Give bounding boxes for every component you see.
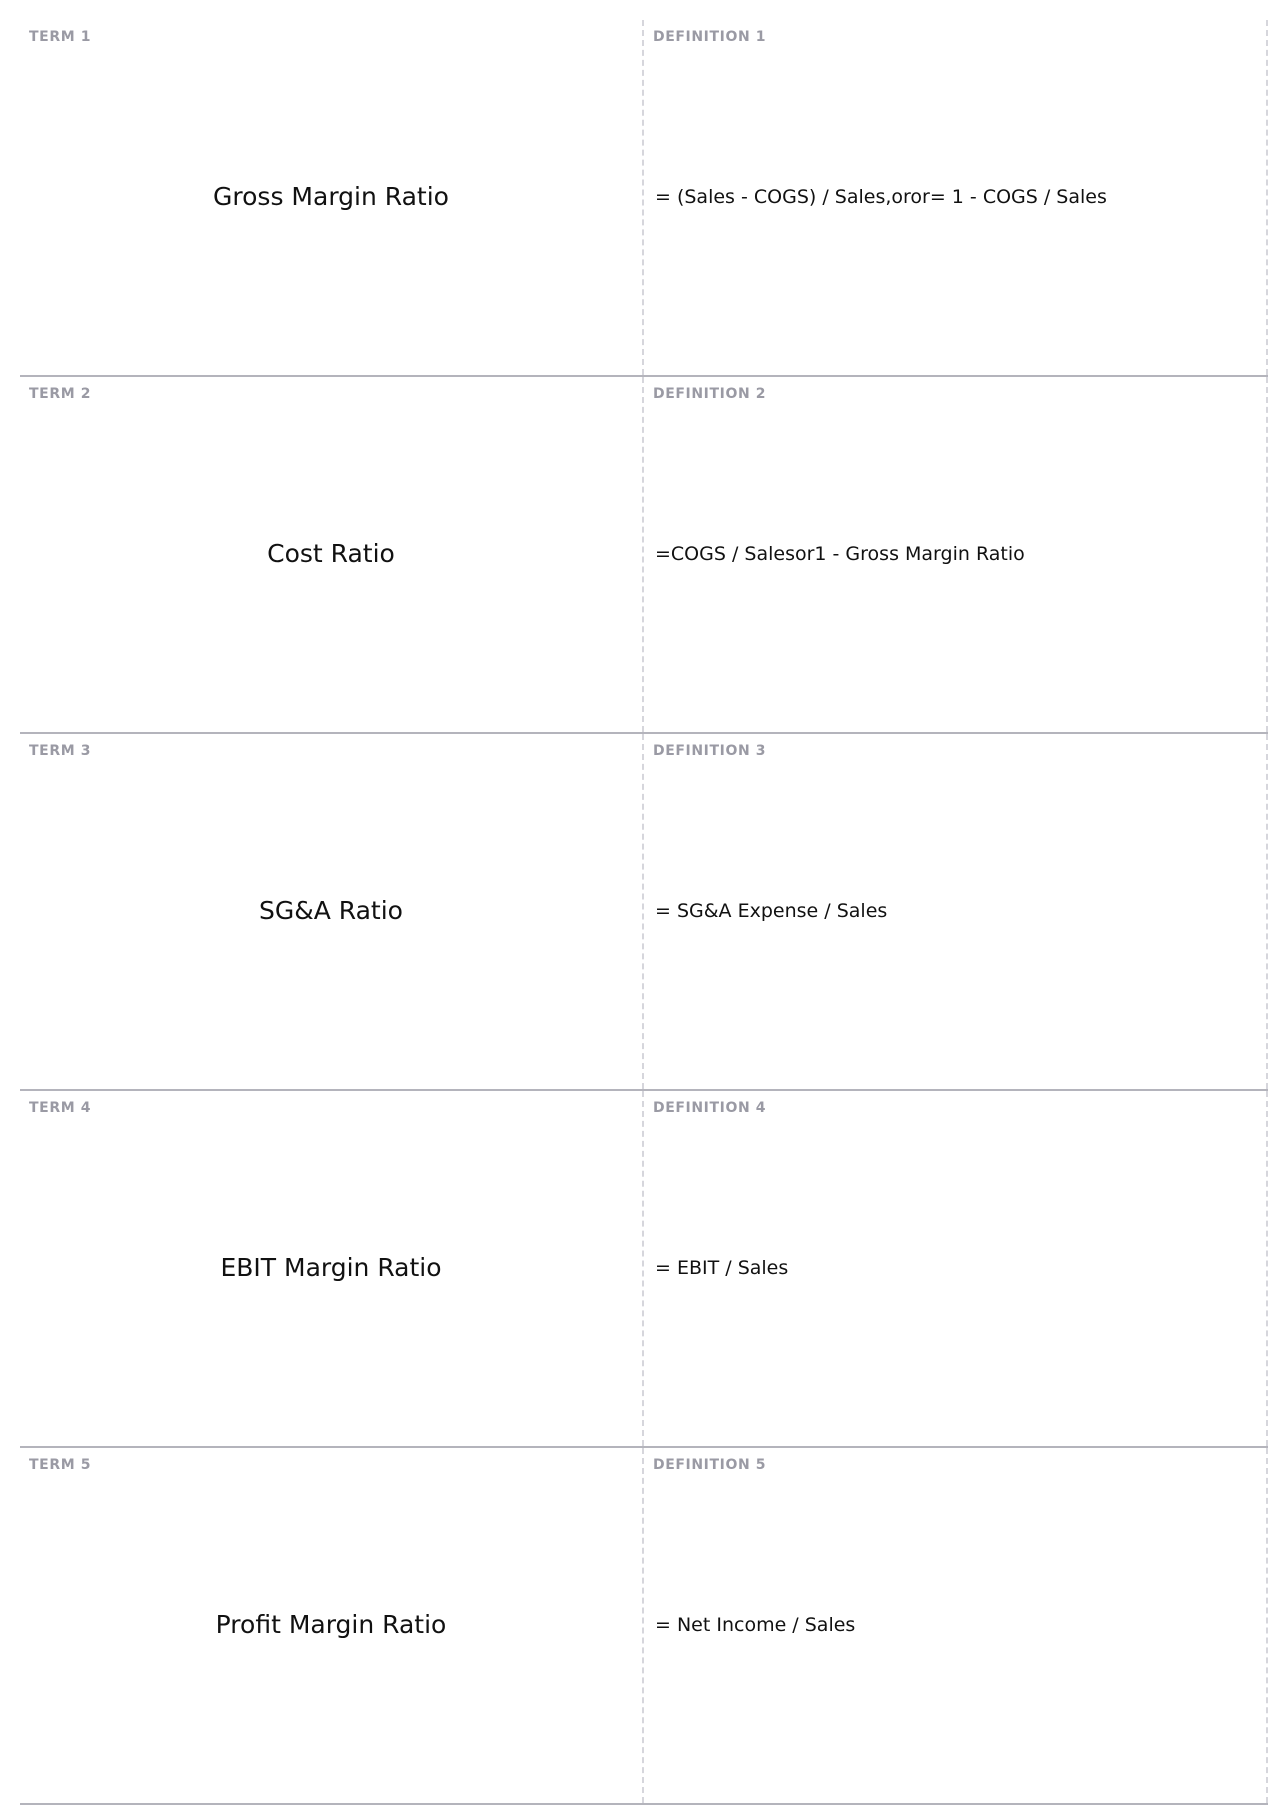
definition-text: = SG&A Expense / Sales (655, 899, 888, 922)
definition-text: = (Sales - COGS) / Sales,oror= 1 - COGS / Sales (655, 185, 1107, 208)
term-label: TERM 2 (29, 386, 92, 402)
flashcard-sheet (20, 20, 1268, 1805)
term-text: Profit Margin Ratio (215, 1610, 447, 1639)
flashcard-row (20, 734, 1268, 1091)
flashcard-row (20, 1091, 1268, 1448)
flashcard-row (20, 20, 1268, 377)
term-cell (20, 377, 644, 732)
term-cell (20, 734, 644, 1089)
definition-cell (644, 377, 1268, 732)
definition-text: =COGS / Salesor1 - Gross Margin Ratio (655, 542, 1025, 565)
definition-cell (644, 20, 1268, 375)
definition-label: DEFINITION 2 (653, 386, 767, 402)
flashcard-row (20, 1448, 1268, 1805)
definition-cell (644, 1448, 1268, 1803)
flashcard-row (20, 377, 1268, 734)
definition-cell (644, 1091, 1268, 1446)
definition-text: = Net Income / Sales (655, 1613, 856, 1636)
term-text: SG&A Ratio (259, 896, 403, 925)
term-label: TERM 4 (29, 1100, 92, 1116)
definition-text: = EBIT / Sales (655, 1256, 789, 1279)
term-text: Cost Ratio (267, 539, 395, 568)
definition-label: DEFINITION 4 (653, 1100, 767, 1116)
term-cell (20, 1091, 644, 1446)
definition-label: DEFINITION 1 (653, 29, 767, 45)
term-label: TERM 5 (29, 1457, 92, 1473)
term-cell (20, 20, 644, 375)
term-label: TERM 3 (29, 743, 92, 759)
definition-cell (644, 734, 1268, 1089)
term-text: EBIT Margin Ratio (220, 1253, 442, 1282)
term-label: TERM 1 (29, 29, 92, 45)
term-text: Gross Margin Ratio (213, 182, 449, 211)
definition-label: DEFINITION 3 (653, 743, 767, 759)
term-cell (20, 1448, 644, 1803)
definition-label: DEFINITION 5 (653, 1457, 767, 1473)
